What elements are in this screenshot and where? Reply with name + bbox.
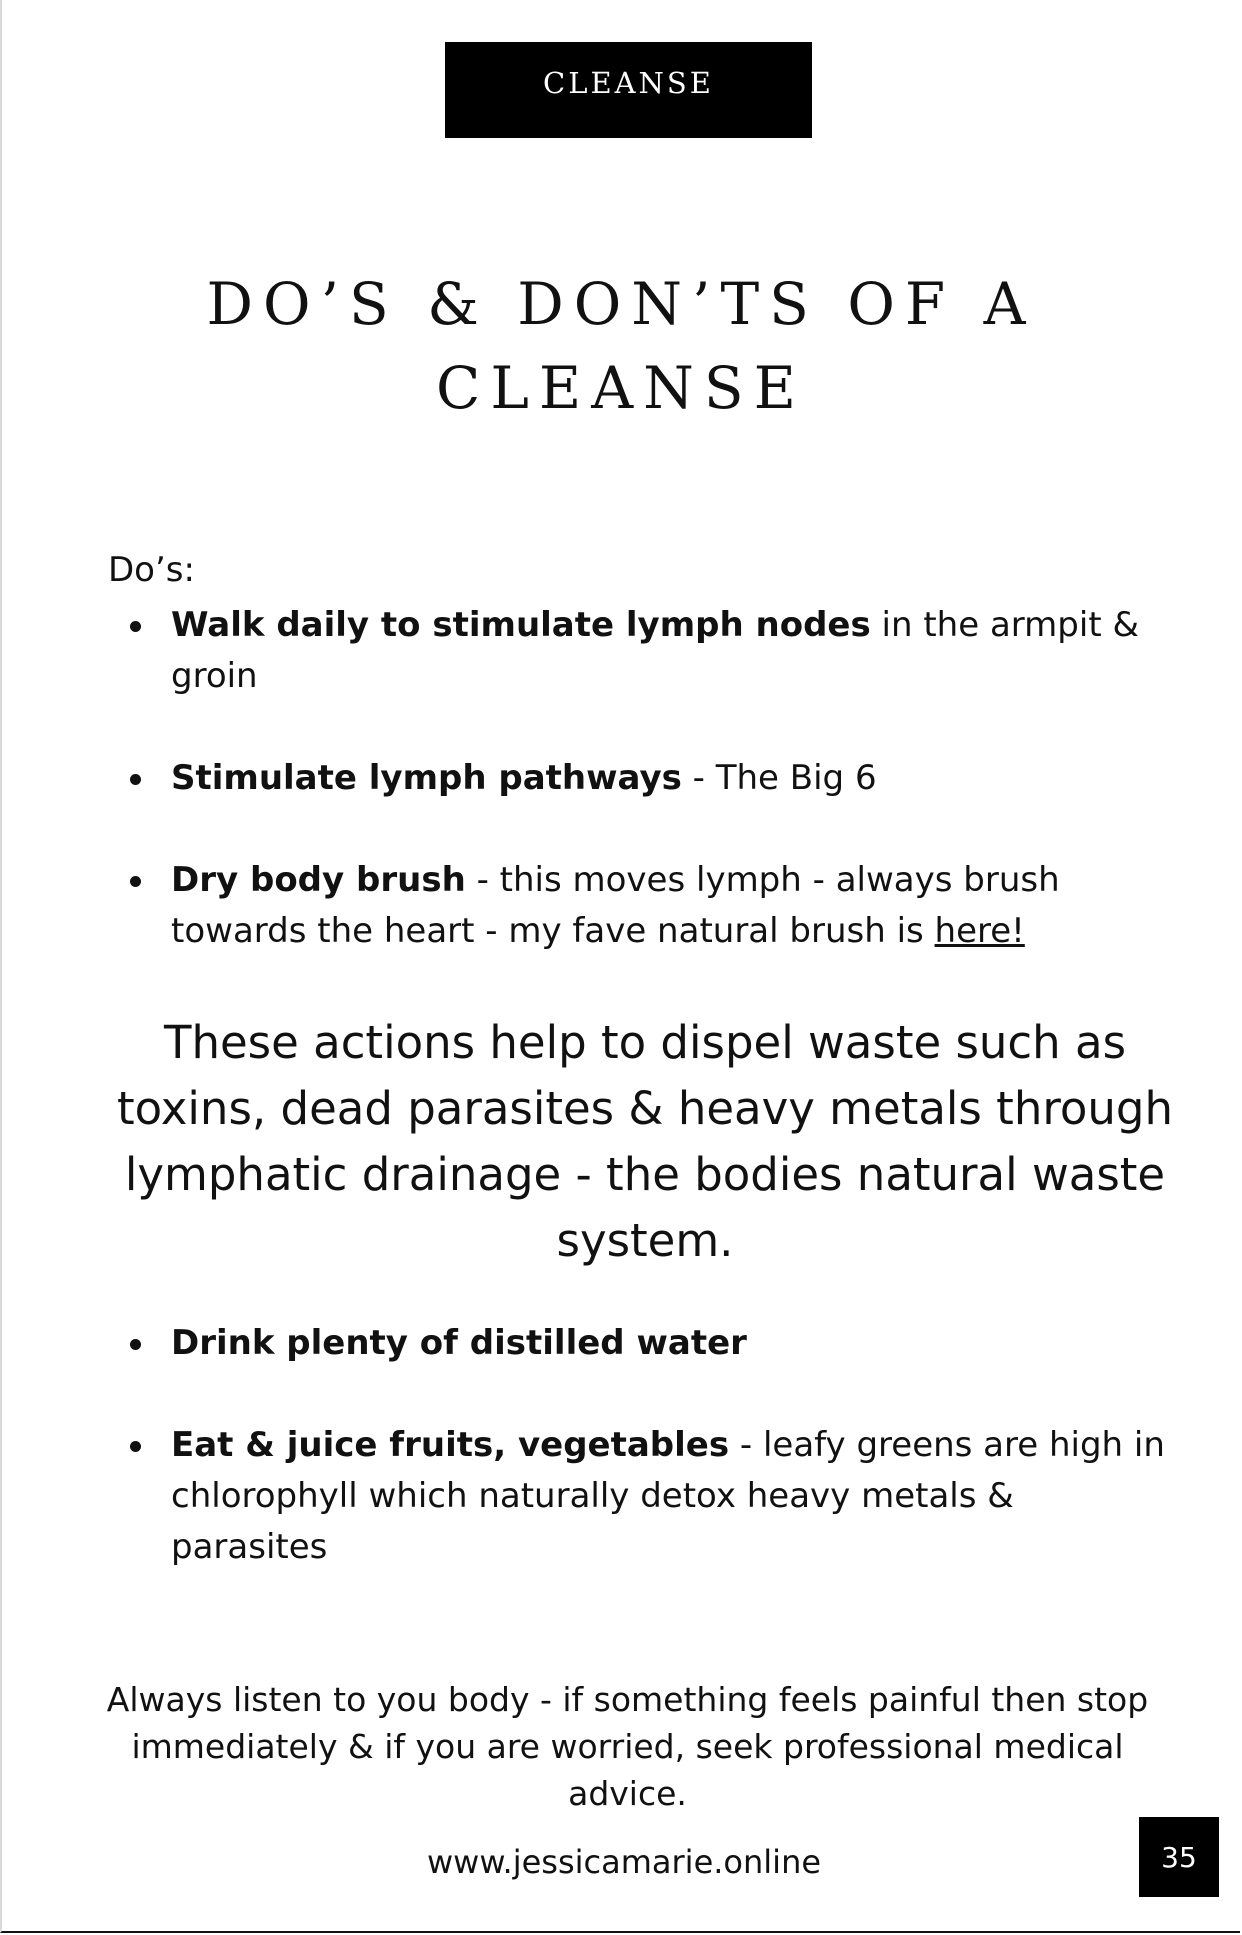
list-item-title: Drink plenty of distilled water xyxy=(171,1323,747,1363)
list-item xyxy=(108,1420,1168,1573)
dos-list-top xyxy=(108,600,1168,957)
brush-link[interactable]: here! xyxy=(934,911,1025,951)
list-item xyxy=(108,753,1168,804)
dos-list-bottom xyxy=(108,1318,1168,1573)
list-item xyxy=(108,1318,1168,1369)
list-item xyxy=(108,855,1168,957)
list-item-text: in the armpit & groin xyxy=(171,605,1139,696)
list-item-title: Eat & juice fruits, vegetables xyxy=(171,1425,730,1465)
list-item-text: - this moves lymph - always brush towards the heart - my fave natural brush is xyxy=(171,860,1060,951)
page-number xyxy=(1139,1817,1219,1897)
lymph-note: These actions help to dispel waste such as toxins, dead parasites & heavy metals through lymphatic drainage - the bodies natural waste system. xyxy=(117,1016,1173,1267)
list-item-text: - The Big 6 xyxy=(681,758,877,798)
list-item xyxy=(108,600,1168,702)
page-title-line-1: DO’S & DON’TS OF A xyxy=(206,270,1036,338)
disclaimer: Always listen to you body - if something feels painful then stop immediately & if you are worried, seek professional medical advice. xyxy=(106,1680,1149,1813)
list-item-text: - leafy greens are high in chlorophyll which naturally detox heavy metals & parasites xyxy=(171,1425,1165,1567)
page-title-line-2: CLEANSE xyxy=(436,354,806,422)
list-item-title: Walk daily to stimulate lymph nodes xyxy=(171,605,871,645)
page-title xyxy=(0,262,1242,430)
section-tag xyxy=(445,42,812,138)
section-tag-label: CLEANSE xyxy=(543,66,714,100)
footer-url[interactable]: www.jessicamarie.online xyxy=(426,1843,822,1881)
list-item-title: Dry body brush xyxy=(171,860,466,900)
list-item-title: Stimulate lymph pathways xyxy=(171,758,682,798)
page-number-label: 35 xyxy=(1161,1840,1197,1874)
dos-label: Do’s: xyxy=(108,550,195,590)
